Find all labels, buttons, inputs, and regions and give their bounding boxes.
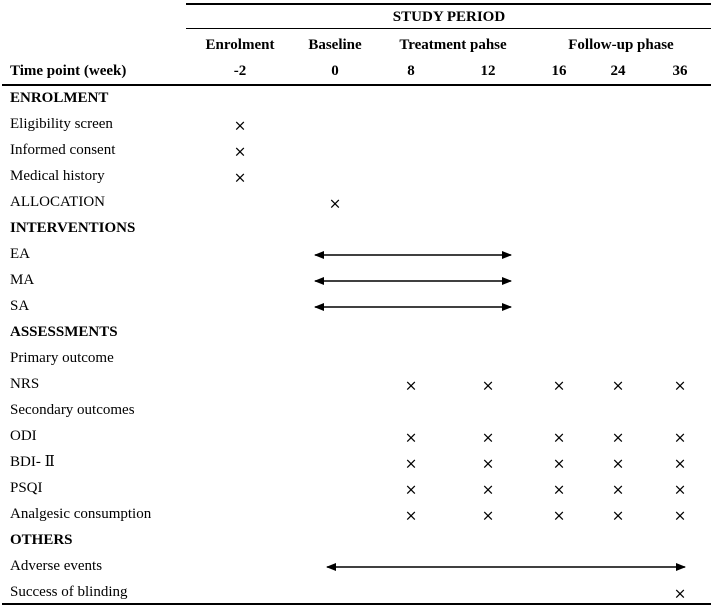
phase-enrolment: Enrolment — [205, 37, 275, 53]
phase-follow-up: Follow-up phase — [568, 37, 674, 53]
cross-mark-icon: × — [552, 480, 566, 499]
cross-mark-icon: × — [481, 506, 495, 525]
cross-mark-icon: × — [611, 506, 625, 525]
time-point-5: 24 — [610, 63, 626, 79]
cross-mark-icon: × — [552, 506, 566, 525]
cross-mark-icon: × — [481, 480, 495, 499]
cross-mark-icon: × — [611, 454, 625, 473]
row-label-ma: MA — [10, 272, 35, 288]
cross-mark-icon: × — [611, 480, 625, 499]
cross-mark-icon: × — [673, 584, 687, 603]
cross-mark-icon: × — [673, 376, 687, 395]
time-point-1: 0 — [331, 63, 339, 79]
cross-mark-icon: × — [673, 480, 687, 499]
row-label-nrs: NRS — [10, 376, 40, 392]
time-point-0: -2 — [233, 63, 247, 79]
row-label-odi: ODI — [10, 428, 37, 444]
cross-mark-icon: × — [611, 428, 625, 447]
cross-mark-icon: × — [481, 428, 495, 447]
cross-mark-icon: × — [673, 428, 687, 447]
row-label-eligibility-screen: Eligibility screen — [10, 116, 113, 132]
cross-mark-icon: × — [328, 194, 342, 213]
row-label-psqi: PSQI — [10, 480, 43, 496]
cross-mark-icon: × — [233, 142, 247, 161]
cross-mark-icon: × — [233, 116, 247, 135]
cross-mark-icon: × — [404, 376, 418, 395]
row-label-analgesic-consumption: Analgesic consumption — [10, 506, 152, 522]
row-label-allocation: ALLOCATION — [10, 194, 105, 210]
cross-mark-icon: × — [404, 454, 418, 473]
cross-mark-icon: × — [552, 376, 566, 395]
time-point-6: 36 — [672, 63, 688, 79]
row-label-medical-history: Medical history — [10, 168, 105, 184]
study-period-title: STUDY PERIOD — [392, 9, 506, 25]
cross-mark-icon: × — [404, 428, 418, 447]
section-header-interventions: INTERVENTIONS — [10, 220, 136, 236]
row-label-primary-outcome: Primary outcome — [10, 350, 114, 366]
cross-mark-icon: × — [673, 506, 687, 525]
row-label-bdi: BDI- Ⅱ — [10, 454, 55, 470]
cross-mark-icon: × — [552, 454, 566, 473]
cross-mark-icon: × — [404, 480, 418, 499]
cross-mark-icon: × — [673, 454, 687, 473]
cross-mark-icon: × — [481, 376, 495, 395]
phase-baseline: Baseline — [308, 37, 362, 53]
section-header-enrolment: ENROLMENT — [10, 90, 109, 106]
row-label-informed-consent: Informed consent — [10, 142, 116, 158]
section-header-assessments: ASSESSMENTS — [10, 324, 118, 340]
cross-mark-icon: × — [611, 376, 625, 395]
time-point-3: 12 — [480, 63, 496, 79]
cross-mark-icon: × — [481, 454, 495, 473]
row-label-success-of-blinding: Success of blinding — [10, 584, 128, 600]
row-label-ea: EA — [10, 246, 30, 262]
row-label-sa: SA — [10, 298, 30, 314]
cross-mark-icon: × — [233, 168, 247, 187]
row-label-secondary-outcomes: Secondary outcomes — [10, 402, 135, 418]
cross-mark-icon: × — [404, 506, 418, 525]
cross-mark-icon: × — [552, 428, 566, 447]
time-point-2: 8 — [407, 63, 415, 79]
section-header-others: OTHERS — [10, 532, 73, 548]
time-point-4: 16 — [551, 63, 567, 79]
time-point-label: Time point (week) — [10, 63, 127, 79]
phase-treatment: Treatment pahse — [399, 37, 507, 53]
row-label-adverse-events: Adverse events — [10, 558, 103, 574]
